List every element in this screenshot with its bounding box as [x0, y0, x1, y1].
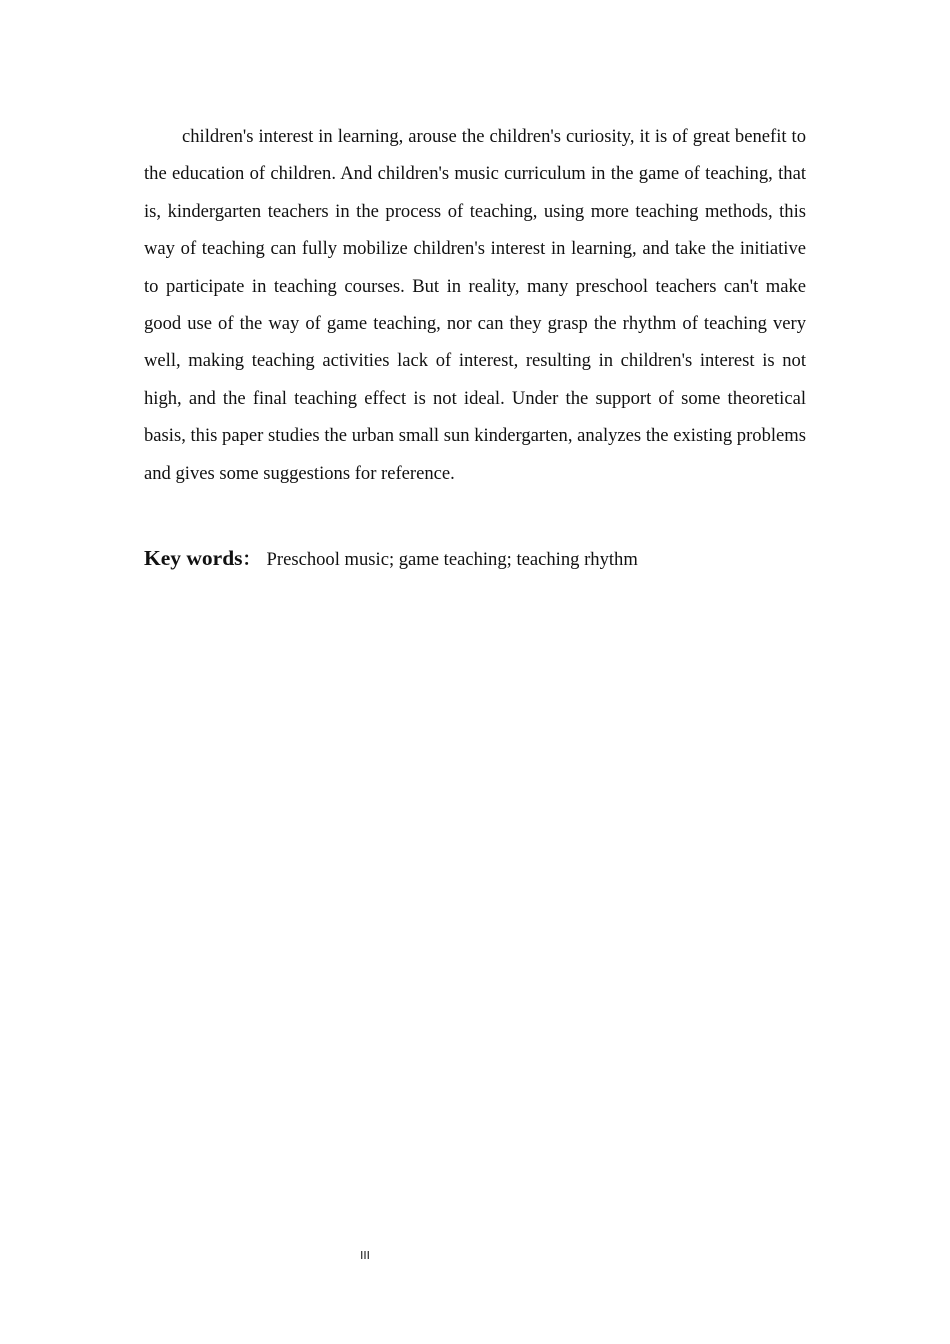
- abstract-body-paragraph: children's interest in learning, arouse the children's curiosity, it is of great benefit to the education of children. And children's music curriculum in the game of teaching, that is, kindergarten teachers in the process of teaching, using more teaching methods, this way of teaching can fully mobilize children's interest in learning, and take the initiative to participate in teaching courses. But in reality, many preschool teachers can't make good use of the way of game teaching, nor can they grasp the rhythm of teaching very well, making teaching activities lack of interest, resulting in children's interest is not high, and the final teaching effect is not ideal. Under the support of some theoretical basis, this paper studies the urban small sun kindergarten, analyzes the existing problems and gives some suggestions for reference.: [144, 126, 806, 484]
- keywords-value: Preschool music; game teaching; teaching rhythm: [266, 549, 638, 570]
- keywords-line: [144, 540, 806, 578]
- page-number: III: [360, 1249, 370, 1262]
- keywords-colon: ：: [242, 549, 261, 569]
- keywords-label: Key words: [144, 546, 243, 570]
